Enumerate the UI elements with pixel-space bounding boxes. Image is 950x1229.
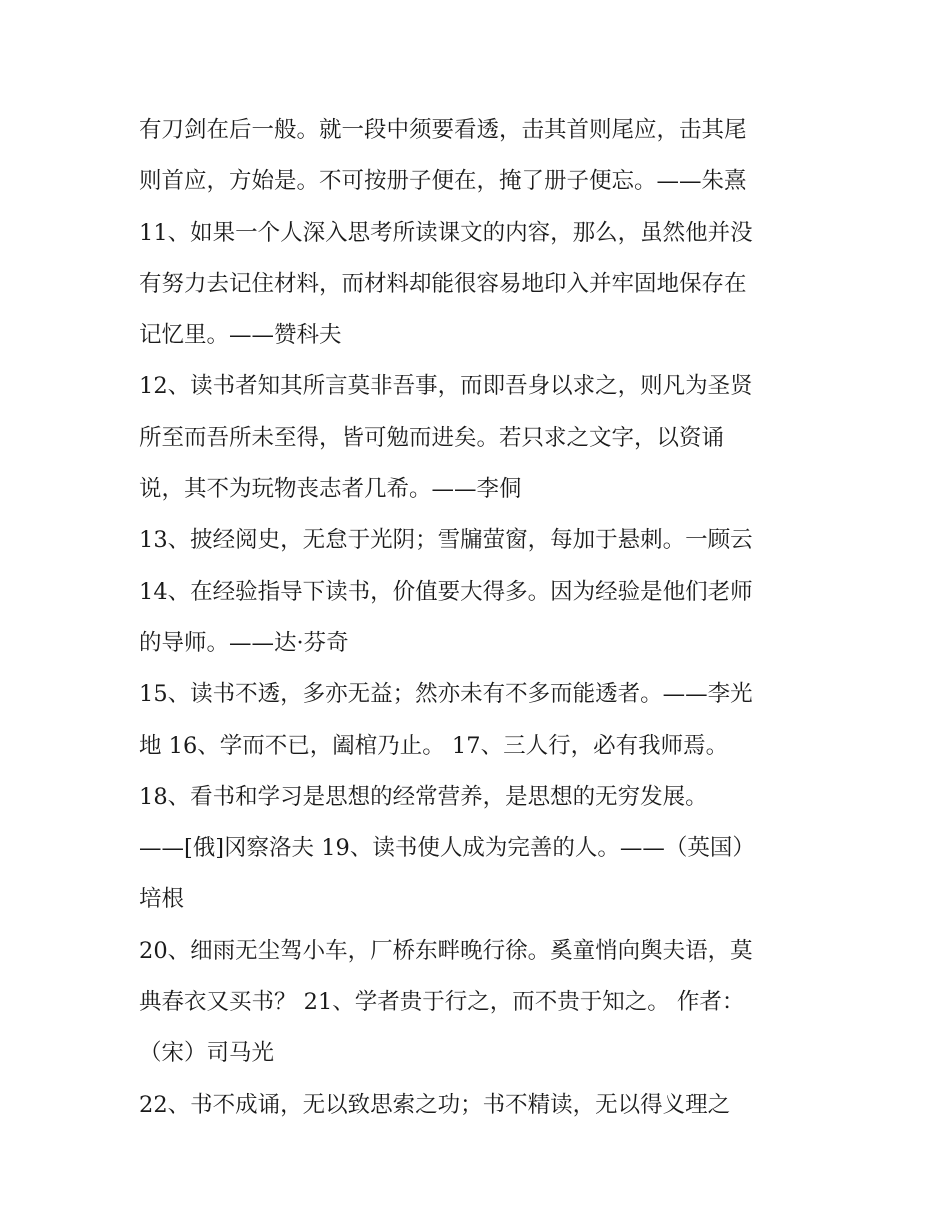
text-line: 地 16、学而不已，阖棺乃止。 17、三人行，必有我师焉。 [139,732,729,759]
text-line: 12、读书者知其所言莫非吾事，而即吾身以求之，则凡为圣贤 [139,373,753,400]
text-line: 说，其不为玩物丧志者几希。——李侗 [139,476,522,503]
text-line: 记忆里。——赞科夫 [139,322,342,349]
text-line: 13、披经阅史，无怠于光阴；雪牖萤窗，每加于悬刺。一顾云 [139,527,753,554]
text-line: ——[俄]冈察洛夫 19、读书使人成为完善的人。——（英国） [139,835,755,862]
text-line: 14、在经验指导下读书，价值要大得多。因为经验是他们老师 [139,578,753,605]
text-line: （宋）司马光 [139,1040,275,1067]
text-line: 22、书不成诵，无以致思索之功；书不精读，无以得义理之 [139,1091,731,1118]
text-line: 的导师。——达·芬奇 [139,629,349,656]
text-line: 18、看书和学习是思想的经常营养，是思想的无穷发展。 [139,783,708,810]
text-line: 15、读书不透，多亦无益；然亦未有不多而能透者。——李光 [139,681,753,708]
text-body [139,105,829,1131]
text-line: 11、如果一个人深入思考所读课文的内容，那么，虽然他并没 [139,219,753,246]
text-line: 有努力去记住材料，而材料却能很容易地印入并牢固地保存在 [139,270,747,297]
text-line: 培根 [139,886,185,913]
text-line: 则首应，方始是。不可按册子便在，掩了册子便忘。——朱熹 [139,168,747,195]
text-line: 典春衣又买书？ 21、学者贵于行之，而不贵于知之。 作者： [139,989,745,1016]
text-line: 所至而吾所未至得，皆可勉而进矣。若只求之文字，以资诵 [139,424,725,451]
text-line: 有刀剑在后一般。就一段中须要看透，击其首则尾应，击其尾 [139,117,747,143]
text-line: 20、细雨无尘驾小车，厂桥东畔晚行徐。奚童悄向舆夫语，莫 [139,937,753,964]
